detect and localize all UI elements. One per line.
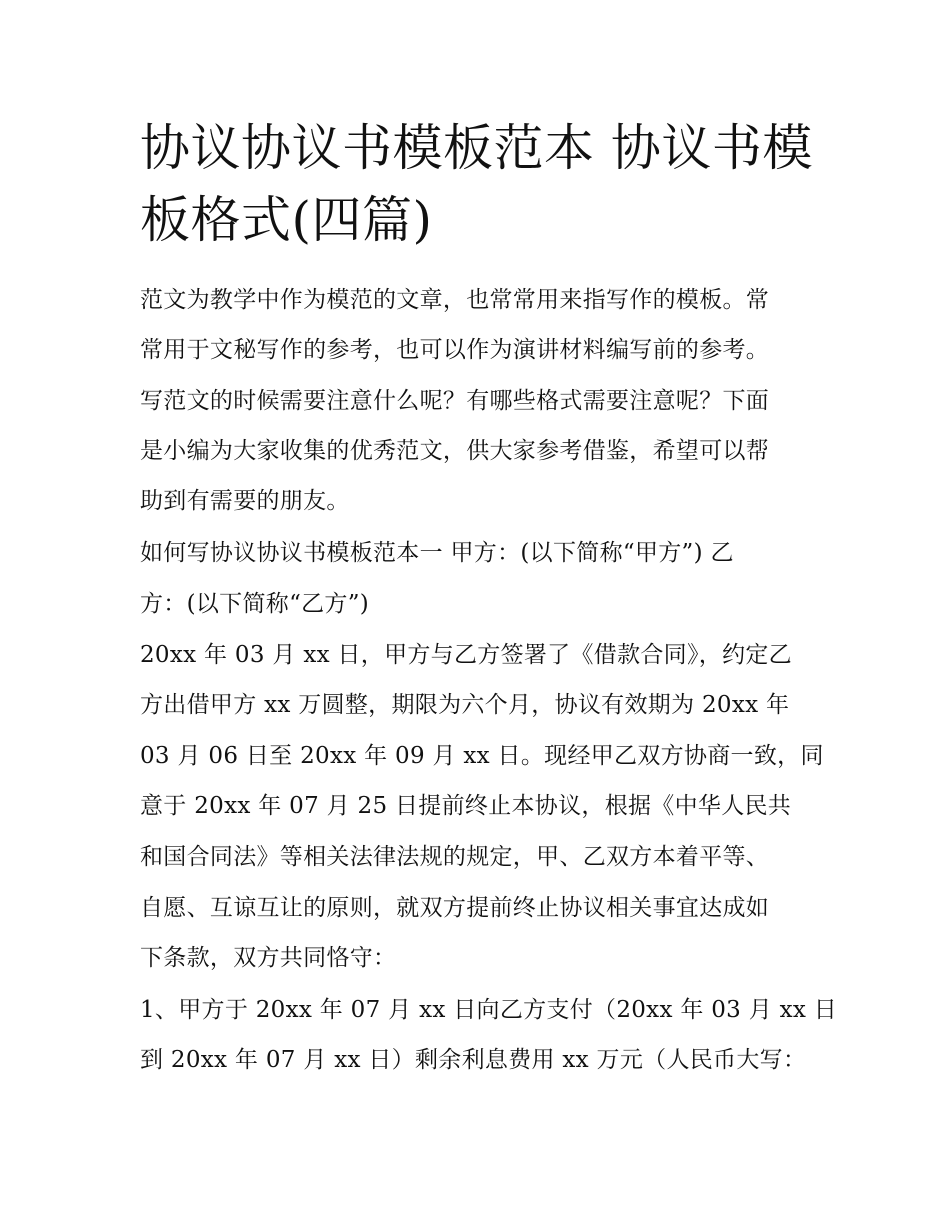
title-line-2: 板格式(四篇) — [140, 191, 433, 249]
title-line-1: 协议协议书模板范本 协议书模 — [140, 119, 813, 177]
body-line-8: 20xx 年 03 月 xx 日，甲方与乙方签署了《借款合同》，约定乙 — [140, 642, 792, 668]
body-line-15: 1、甲方于 20xx 年 07 月 xx 日向乙方支付（20xx 年 03 月 xx 日 — [140, 997, 838, 1023]
body-line-6: 如何写协议协议书模板范本一 甲方：(以下简称“甲方”) 乙 — [140, 540, 734, 566]
body-line-13: 自愿、互谅互让的原则，就双方提前终止协议相关事宜达成如 — [140, 895, 770, 921]
body-line-16: 到 20xx 年 07 月 xx 日）剩余利息费用 xx 万元（人民币大写： — [140, 1047, 807, 1073]
body-line-10: 03 月 06 日至 20xx 年 09 月 xx 日。现经甲乙双方协商一致，同 — [140, 743, 824, 769]
body-line-11: 意于 20xx 年 07 月 25 日提前终止本协议，根据《中华人民共 — [140, 793, 792, 819]
body-line-1: 范文为教学中作为模范的文章，也常常用来指写作的模板。常 — [140, 287, 770, 313]
body-line-14: 下条款，双方共同恪守： — [140, 945, 397, 971]
body-line-4: 是小编为大家收集的优秀范文，供大家参考借鉴，希望可以帮 — [140, 438, 770, 464]
body-line-7: 方：(以下简称“乙方”) — [140, 591, 370, 617]
document-title — [140, 112, 820, 256]
body-line-9: 方出借甲方 xx 万圆整，期限为六个月，协议有效期为 20xx 年 — [140, 692, 790, 718]
body-line-5: 助到有需要的朋友。 — [140, 488, 350, 514]
body-line-12: 和国合同法》等相关法律法规的规定，甲、乙双方本着平等、 — [140, 844, 770, 870]
body-line-2: 常用于文秘写作的参考，也可以作为演讲材料编写前的参考。 — [140, 337, 770, 363]
body-line-3: 写范文的时候需要注意什么呢？有哪些格式需要注意呢？下面 — [140, 388, 770, 414]
